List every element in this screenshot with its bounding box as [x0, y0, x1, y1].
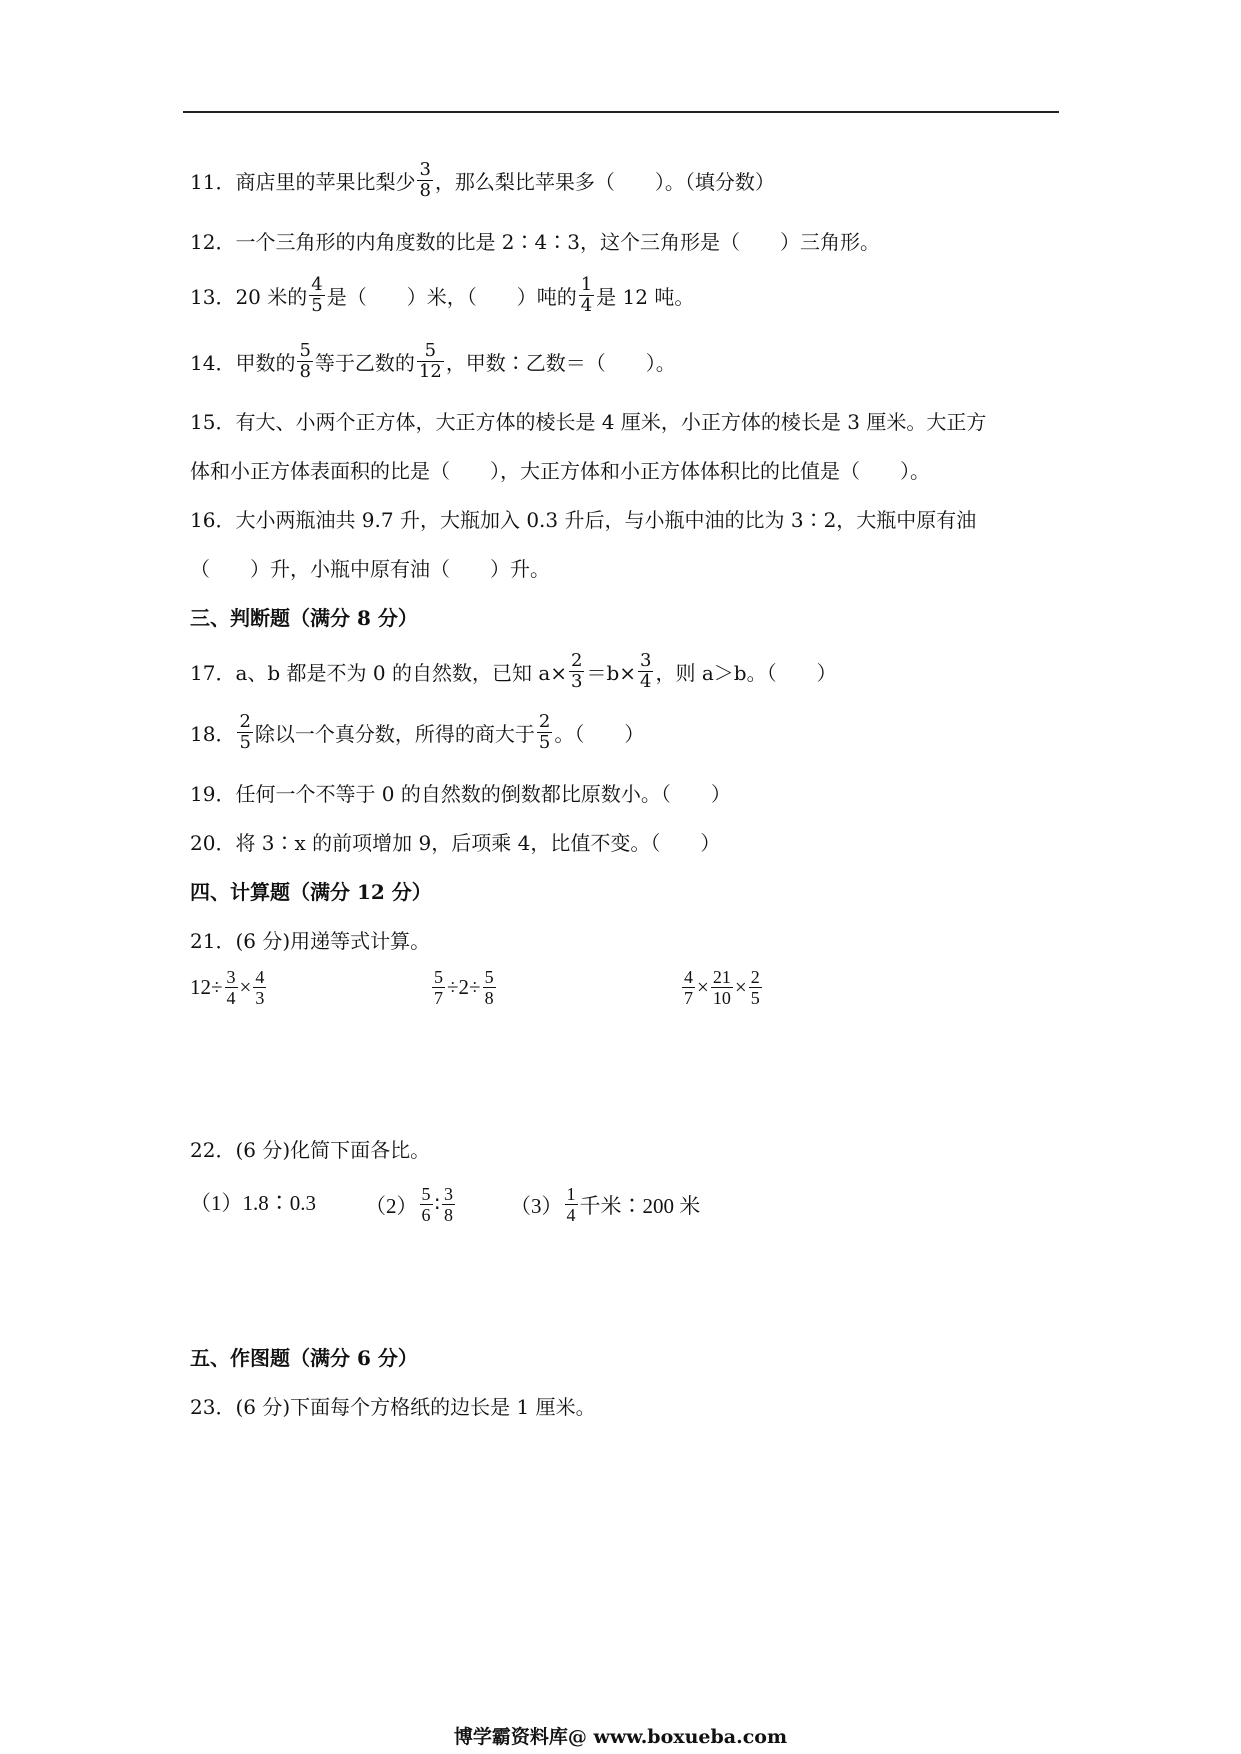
q21-e1-fraction-2 [253, 967, 266, 1008]
q21-e3-f3-den: 5 [750, 988, 760, 1008]
q18-fraction-2 [537, 712, 552, 753]
q21-e3-op1: × [697, 975, 709, 999]
q21-e3-f1-num: 4 [684, 967, 693, 987]
q12-text: 12．一个三角形的内角度数的比是 2∶4∶3，这个三角形是（ ）三角形。 [190, 230, 880, 254]
q21-e2-f1-num: 5 [434, 967, 443, 987]
q16-text-1: 16．大小两瓶油共 9.7 升，大瓶加入 0.3 升后，与小瓶中油的比为 3∶2，大瓶中原有油 [190, 508, 977, 532]
q14-frac2-num: 5 [424, 340, 437, 361]
q22-p2-f2-num: 3 [443, 1184, 453, 1204]
q17-text-b: ＝b× [586, 661, 637, 685]
footer-watermark: 博学霸资料库@ www.boxueba.com [453, 1726, 788, 1748]
q14-text-a: 14．甲数的 [190, 351, 296, 375]
q23-text: 23．(6 分)下面每个方格纸的边长是 1 厘米。 [190, 1395, 596, 1419]
q22-p3-den: 4 [566, 1205, 576, 1225]
q21-e2-fraction-2 [483, 967, 496, 1008]
q18-frac1-num: 2 [239, 711, 251, 732]
q22-p3-fraction [565, 1184, 578, 1225]
q11-frac-den: 8 [419, 180, 431, 201]
q22-p2-f1-num: 5 [421, 1184, 431, 1204]
q13-text-a: 13．20 米的 [190, 285, 308, 309]
q15-text-2: 体和小正方体表面积的比是（ ），大正方体和小正方体体积比的比值是（ ）。 [190, 459, 930, 483]
q17-frac1-den: 3 [571, 671, 583, 692]
q14-text-b: 等于乙数的 [314, 351, 415, 375]
q22-part-3 [510, 1184, 700, 1225]
q17-text-a: 17．a、b 都是不为 0 的自然数，已知 a× [190, 661, 568, 685]
q21-e3-f2-num: 21 [712, 967, 731, 987]
q11-fraction [417, 160, 432, 201]
q22-text: 22．(6 分)化简下面各比。 [190, 1138, 431, 1162]
q13-text-c: 是 12 吨。 [596, 285, 695, 309]
q21-expression-3 [680, 967, 764, 1008]
q22-p2-fraction-2 [442, 1184, 455, 1225]
question-15-line-2 [190, 455, 930, 484]
q18-frac2-den: 5 [538, 732, 551, 753]
q19-text: 19．任何一个不等于 0 的自然数的倒数都比原数小。（ ） [190, 782, 731, 806]
q21-e2-f2-den: 8 [484, 988, 494, 1008]
header-rule [183, 111, 1059, 113]
q15-text-1: 15．有大、小两个正方体，大正方体的棱长是 4 厘米，小正方体的棱长是 3 厘米。大正方 [190, 410, 987, 434]
q21-e3-fraction-3 [749, 967, 762, 1008]
q17-text-c: ，则 a＞b。（ ） [655, 661, 837, 685]
question-22 [190, 1134, 430, 1163]
q13-fraction-2 [579, 275, 594, 316]
section-4-title [190, 876, 432, 905]
question-16-line-2 [190, 553, 550, 582]
q18-text-c: 。（ ） [554, 722, 645, 746]
q21-e1-fraction-1 [225, 967, 238, 1008]
q21-e2-f1-den: 7 [434, 988, 443, 1008]
q11-frac-num: 3 [419, 159, 431, 180]
question-21 [190, 925, 430, 954]
q21-expression-1 [190, 967, 268, 1008]
q14-frac1-num: 5 [299, 340, 311, 361]
q22-p2-f1-den: 6 [421, 1205, 431, 1225]
q22-p2-lead: （2） [365, 1193, 418, 1218]
q14-fraction-2 [417, 341, 444, 382]
q22-part-2 [365, 1184, 457, 1225]
q21-text: 21．(6 分)用递等式计算。 [190, 929, 431, 953]
section-5-title [190, 1342, 418, 1371]
q22-p1-text: （1）1.8∶0.3 [190, 1191, 316, 1215]
question-23 [190, 1391, 596, 1420]
question-18 [190, 712, 644, 753]
q21-e3-f1-den: 7 [684, 988, 693, 1008]
question-15-line-1 [190, 406, 986, 435]
question-12 [190, 226, 880, 255]
q22-part-1 [190, 1187, 316, 1217]
q14-frac1-den: 8 [299, 361, 311, 382]
sec4-title-text: 四、计算题（满分 12 分） [190, 880, 432, 904]
question-16-line-1 [190, 504, 976, 533]
q17-fraction-1 [569, 651, 584, 692]
q21-e2-fraction-1 [432, 967, 445, 1008]
q18-text-a: 18． [190, 722, 236, 746]
question-14 [190, 341, 676, 382]
q22-p2-fraction-1 [420, 1184, 433, 1225]
q21-e1-f1-den: 4 [226, 988, 236, 1008]
q13-frac1-den: 5 [311, 295, 323, 316]
sec3-title-text: 三、判断题（满分 8 分） [190, 606, 418, 630]
q18-text-b: 除以一个真分数，所得的商大于 [254, 722, 535, 746]
q21-e1-f1-num: 3 [226, 967, 236, 987]
question-11 [190, 160, 775, 201]
q22-p3-tail: 千米∶200 米 [579, 1193, 701, 1218]
q16-text-2: （ ）升，小瓶中原有油（ ）升。 [190, 557, 550, 581]
q17-frac2-num: 3 [640, 650, 652, 671]
q21-e1-f2-num: 4 [255, 967, 265, 987]
q13-fraction-1 [309, 275, 324, 316]
q11-text-a: 11．商店里的苹果比梨少 [190, 170, 416, 194]
q22-p3-num: 1 [566, 1184, 576, 1204]
q21-e3-f2-den: 10 [712, 988, 731, 1008]
q22-p2-f2-den: 8 [443, 1205, 453, 1225]
q13-frac1-num: 4 [311, 274, 323, 295]
q14-fraction-1 [297, 341, 312, 382]
q11-text-b: ，那么梨比苹果多（ ）。（填分数） [434, 170, 775, 194]
q18-frac1-den: 5 [239, 732, 251, 753]
q21-e2-f2-num: 5 [484, 967, 494, 987]
q13-text-b: 是（ ）米，（ ）吨的 [326, 285, 577, 309]
q13-frac2-num: 1 [580, 274, 593, 295]
q21-e2-mid: ÷2÷ [447, 975, 481, 999]
q17-fraction-2 [638, 651, 653, 692]
question-19 [190, 778, 731, 807]
q22-p2-colon: ∶ [434, 1192, 440, 1216]
sec5-title-text: 五、作图题（满分 6 分） [190, 1346, 418, 1370]
q21-e3-op2: × [734, 975, 747, 999]
q14-text-c: ，甲数∶乙数＝（ ）。 [445, 351, 676, 375]
q13-frac2-den: 4 [580, 295, 593, 316]
q21-e3-f3-num: 2 [750, 967, 760, 987]
q18-fraction-1 [237, 712, 252, 753]
q22-p3-lead: （3） [510, 1193, 563, 1218]
question-17 [190, 651, 837, 692]
section-3-title [190, 602, 418, 631]
q21-e1-op: × [239, 975, 252, 999]
q21-e1-f2-den: 3 [255, 988, 265, 1008]
q21-e3-fraction-2 [711, 967, 733, 1008]
question-13 [190, 275, 694, 316]
q21-e3-fraction-1 [682, 967, 695, 1008]
q17-frac2-den: 4 [640, 671, 652, 692]
q14-frac2-den: 12 [418, 361, 442, 382]
question-20 [190, 827, 720, 856]
q20-text: 20．将 3∶x 的前项增加 9，后项乘 4，比值不变。（ ） [190, 831, 721, 855]
q18-frac2-num: 2 [538, 711, 551, 732]
q17-frac1-num: 2 [571, 650, 583, 671]
q21-e1-lead: 12÷ [190, 975, 223, 999]
q21-expression-2 [430, 967, 498, 1008]
